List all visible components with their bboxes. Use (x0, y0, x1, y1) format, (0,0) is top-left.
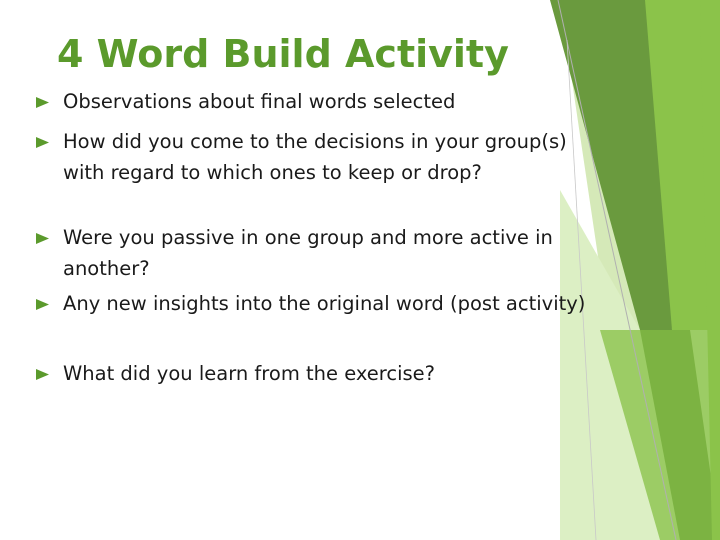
arrow-right-triangle-icon (36, 369, 49, 380)
slide-title: 4 Word Build Activity (57, 32, 509, 76)
bullet-item (28, 87, 588, 118)
bullet-text: Any new insights into the original word (post activity) (63, 292, 586, 315)
bullet-item (28, 127, 588, 188)
bullet-text: Were you passive in one group and more active in another? (63, 226, 553, 280)
bullet-item (28, 359, 588, 390)
bullet-item (28, 289, 588, 320)
bullet-text: What did you learn from the exercise? (63, 362, 436, 385)
arrow-right-triangle-icon (36, 233, 49, 244)
arrow-right-triangle-icon (36, 137, 49, 148)
arrow-right-triangle-icon (36, 97, 49, 108)
bullet-text: How did you come to the decisions in your group(s) with regard to which ones to keep or drop? (63, 130, 567, 184)
bullet-item (28, 223, 588, 284)
arrow-right-triangle-icon (36, 299, 49, 310)
bullet-text: Observations about final words selected (63, 90, 456, 113)
